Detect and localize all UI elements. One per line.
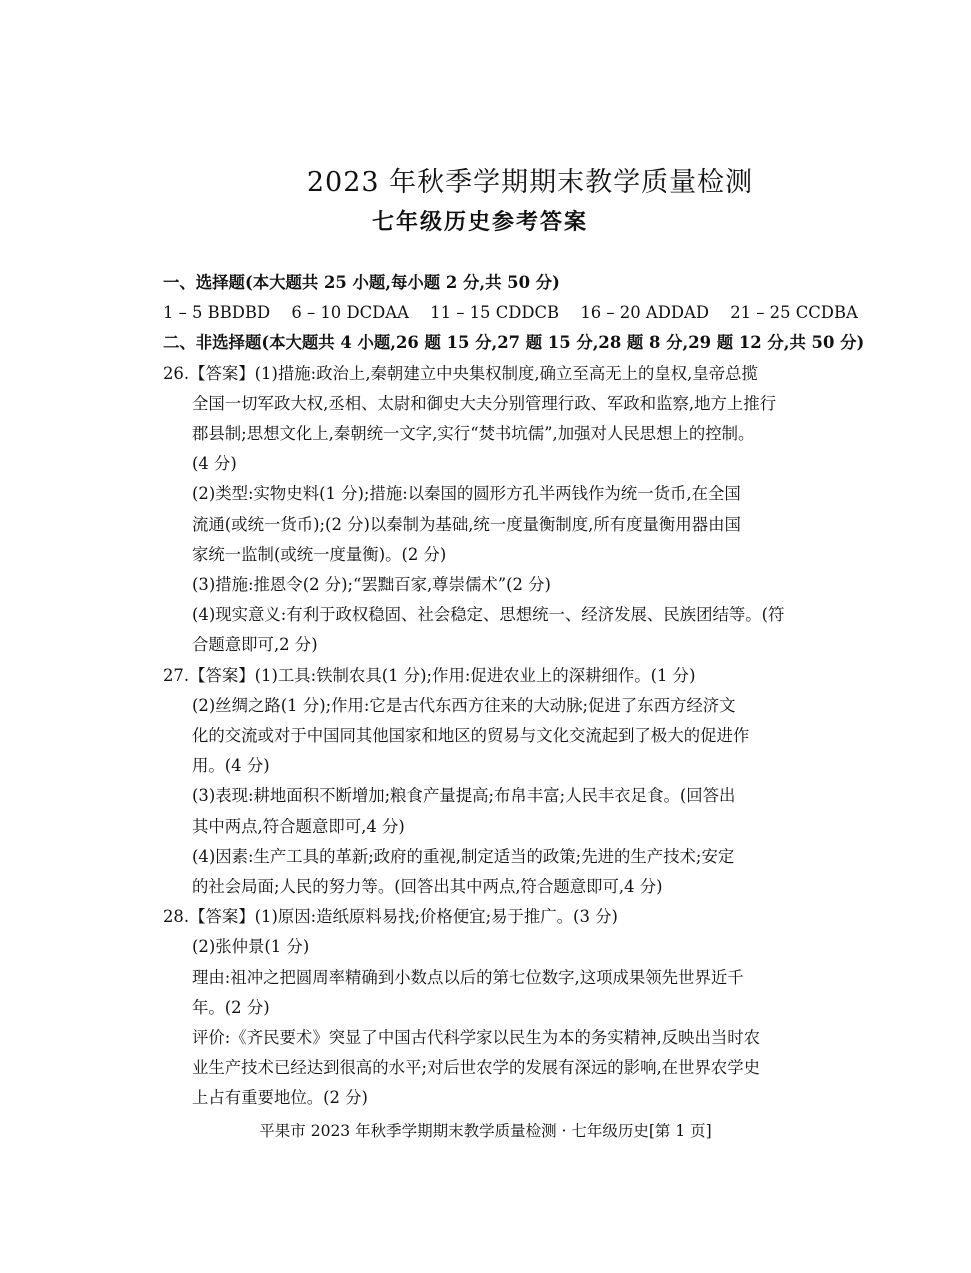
- answer-line: (2)丝绸之路(1 分);作用:它是古代东西方往来的大动脉;促进了东西方经济文: [192, 695, 736, 715]
- answer-line: 其中两点,符合题意即可,4 分): [192, 816, 405, 836]
- answer-line: 家统一监制(或统一度量衡)。(2 分): [192, 544, 447, 564]
- answer-line: 的社会局面;人民的努力等。(回答出其中两点,符合题意即可,4 分): [192, 877, 663, 897]
- answer-line: 郡县制;思想文化上,秦朝统一文字,实行“焚书坑儒”,加强对人民思想上的控制。: [192, 424, 755, 444]
- answer-key-group: 21 – 25 CCDBA: [730, 303, 858, 323]
- answer-line: 全国一切军政大权,丞相、太尉和御史大夫分别管理行政、军政和监察,地方上推行: [192, 393, 777, 413]
- question-27: [163, 661, 813, 903]
- answer-key-group: 11 – 15 CDDCB: [430, 303, 560, 323]
- answer-line: 流通(或统一货币);(2 分)以秦制为基础,统一度量衡制度,所有度量衡用器由国: [192, 514, 741, 534]
- answer-line: (2)张仲景(1 分): [192, 937, 310, 957]
- answer-line: 27.【答案】(1)工具:铁制农具(1 分);作用:促进农业上的深耕细作。(1 分): [163, 665, 696, 685]
- page-footer: 平果市 2023 年秋季学期期末教学质量检测 · 七年级历史[第 1 页]: [259, 1122, 712, 1140]
- answer-key-group: 6 – 10 DCDAA: [291, 303, 409, 323]
- question-26: [163, 359, 813, 661]
- answer-line: (4)因素:生产工具的革新;政府的重视,制定适当的政策;先进的生产技术;安定: [192, 846, 735, 866]
- answer-key-group: 1 – 5 BBDBD: [163, 303, 271, 323]
- answer-line: (2)类型:实物史料(1 分);措施:以秦国的圆形方孔半两钱作为统一货币,在全国: [192, 484, 741, 504]
- answer-key-group: 16 – 20 ADDAD: [580, 303, 709, 323]
- section1-heading: 一、选择题(本大题共 25 小题,每小题 2 分,共 50 分): [163, 273, 560, 292]
- answer-line: 上占有重要地位。(2 分): [192, 1088, 368, 1108]
- choice-answer-keys: [163, 298, 858, 328]
- answer-line: 用。(4 分): [192, 756, 270, 776]
- answer-line: 理由:祖冲之把圆周率精确到小数点以后的第七位数字,这项成果领先世界近千: [192, 967, 744, 987]
- answer-content: [163, 268, 865, 1114]
- answer-line: 年。(2 分): [192, 997, 270, 1017]
- question-28: [163, 902, 813, 1113]
- page-subtitle: 七年级历史参考答案: [371, 209, 588, 235]
- answer-line: 合题意即可,2 分): [192, 635, 318, 655]
- section2-heading: 二、非选择题(本大题共 4 小题,26 题 15 分,27 题 15 分,28 题 8 分,29 题 12 分,共 50 分): [163, 333, 865, 353]
- answer-line: (3)表现:耕地面积不断增加;粮食产量提高;布帛丰富;人民丰衣足食。(回答出: [192, 786, 736, 806]
- answer-line: (4 分): [192, 454, 237, 474]
- answer-line: 业生产技术已经达到很高的水平;对后世农学的发展有深远的影响,在世界农学史: [192, 1058, 761, 1078]
- answer-line: 26.【答案】(1)措施:政治上,秦朝建立中央集权制度,确立至高无上的皇权,皇帝总揽: [163, 363, 758, 383]
- page-title: 2023 年秋季学期期末教学质量检测: [306, 167, 754, 198]
- answer-line: 化的交流或对于中国同其他国家和地区的贸易与文化交流起到了极大的促进作: [192, 726, 750, 746]
- answer-line: 评价:《齐民要术》突显了中国古代科学家以民生为本的务实精神,反映出当时农: [192, 1028, 761, 1048]
- answer-line: (3)措施:推恩令(2 分);“罢黜百家,尊崇儒术”(2 分): [192, 575, 551, 595]
- answer-line: 28.【答案】(1)原因:造纸原料易找;价格便宜;易于推广。(3 分): [163, 907, 618, 927]
- answer-line: (4)现实意义:有利于政权稳固、社会稳定、思想统一、经济发展、民族团结等。(符: [192, 605, 785, 625]
